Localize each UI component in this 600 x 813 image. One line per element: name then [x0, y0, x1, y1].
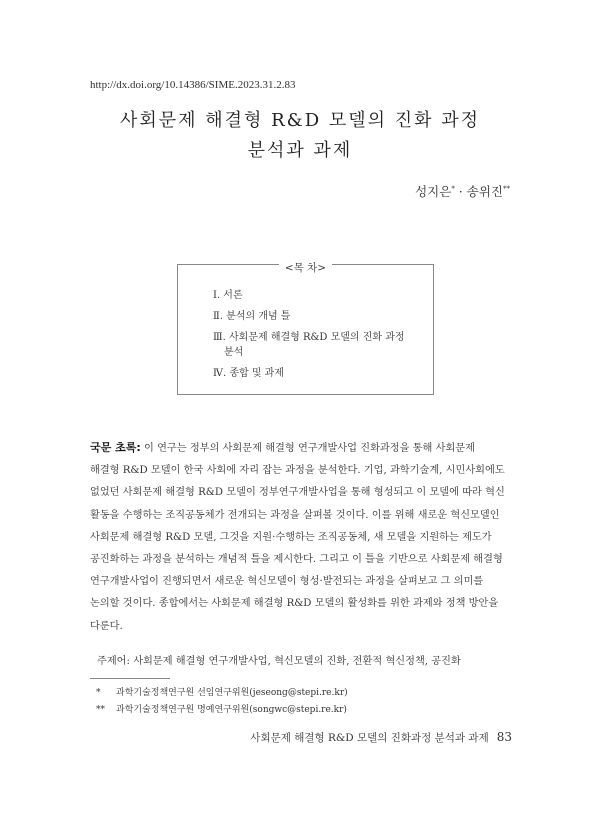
toc-list	[213, 288, 405, 387]
korean-abstract	[90, 437, 512, 638]
toc-item-4: Ⅳ. 종합 및 과제	[213, 368, 285, 379]
abstract-line-4: 활동을 수행하는 조직공동체가 전개되는 과정을 살펴볼 것이다. 이를 위해 새로운 혁신모델인	[90, 509, 500, 521]
toc-item-3	[213, 330, 405, 360]
author-1: 성지은	[415, 184, 452, 199]
table-of-contents	[177, 264, 434, 395]
title-line-2: 분석과 과제	[247, 140, 353, 161]
keywords: 주제어: 사회문제 해결형 연구개발사업, 혁신모델의 진화, 전환적 혁신정책, 공진화	[97, 656, 461, 667]
abstract-line-3: 없었던 사회문제 해결형 R&D 모델이 정부연구개발사업을 통해 형성되고 이 모델에 따라 혁신	[90, 487, 505, 499]
footnote-2	[96, 702, 347, 715]
footnote-1-mark: *	[96, 688, 101, 698]
running-title: 사회문제 해결형 R&D 모델의 진화과정 분석과 과제	[250, 732, 489, 744]
footnote-2-mark: **	[96, 705, 105, 715]
toc-item-1: Ⅰ. 서론	[213, 290, 243, 301]
page-number: 83	[496, 730, 512, 744]
abstract-line-9: 다룬다.	[90, 620, 123, 632]
author-2: 송위진	[466, 184, 503, 199]
abstract-line-1-text: 이 연구는 정부의 사회문제 해결형 연구개발사업 진화과정을 통해 사회문제	[143, 443, 475, 454]
author-separator: ·	[458, 184, 463, 199]
page-footer	[250, 730, 512, 745]
authors	[415, 182, 510, 200]
toc-item-3-text: Ⅲ. 사회문제 해결형 R&D 모델의 진화 과정	[213, 332, 405, 343]
abstract-line-7: 연구개발사업이 진행되면서 새로운 혁신모델이 형성·발전되는 과정을 살펴보고 그 의미를	[90, 576, 484, 588]
abstract-lead: 국문 초록:	[90, 441, 141, 454]
author-2-mark: **	[503, 184, 510, 193]
toc-item-2: Ⅱ. 분석의 개념 틀	[213, 311, 291, 322]
abstract-line-5: 사회문제 해결형 R&D 모델, 그것을 지원·수행하는 조직공동체, 새 모델을 지원하는 제도가	[90, 531, 492, 543]
footnote-rule	[90, 678, 170, 679]
abstract-line-1	[90, 437, 512, 460]
abstract-line-2: 해결형 R&D 모델이 한국 사회에 자리 잡는 과정을 분석한다. 기업, 과학기술계, 시민사회에도	[90, 465, 505, 477]
abstract-line-8: 논의할 것이다. 종합에서는 사회문제 해결형 R&D 모델의 활성화를 위한 과제와 정책 방안을	[90, 598, 499, 610]
footnote-1-text: 과학기술정책연구원 선임연구위원(jeseong@stepi.re.kr)	[116, 688, 348, 698]
toc-item-3-cont: 분석	[224, 347, 244, 358]
title-line-1: 사회문제 해결형 R&D 모델의 진화 과정	[119, 110, 481, 131]
footnote-1	[96, 685, 348, 698]
toc-heading-wrap	[178, 256, 433, 275]
toc-heading: <목 차>	[279, 262, 332, 274]
abstract-line-6: 공진화하는 과정을 분석하는 개념적 틀을 제시한다. 그리고 이 틀을 기반으로 사회문제 해결형	[90, 554, 503, 566]
author-1-mark: *	[451, 184, 455, 193]
footnote-2-text: 과학기술정책연구원 명예연구위원(songwc@stepi.re.kr)	[116, 705, 347, 715]
doi-link[interactable]: http://dx.doi.org/10.14386/SIME.2023.31.2.83	[90, 79, 296, 91]
